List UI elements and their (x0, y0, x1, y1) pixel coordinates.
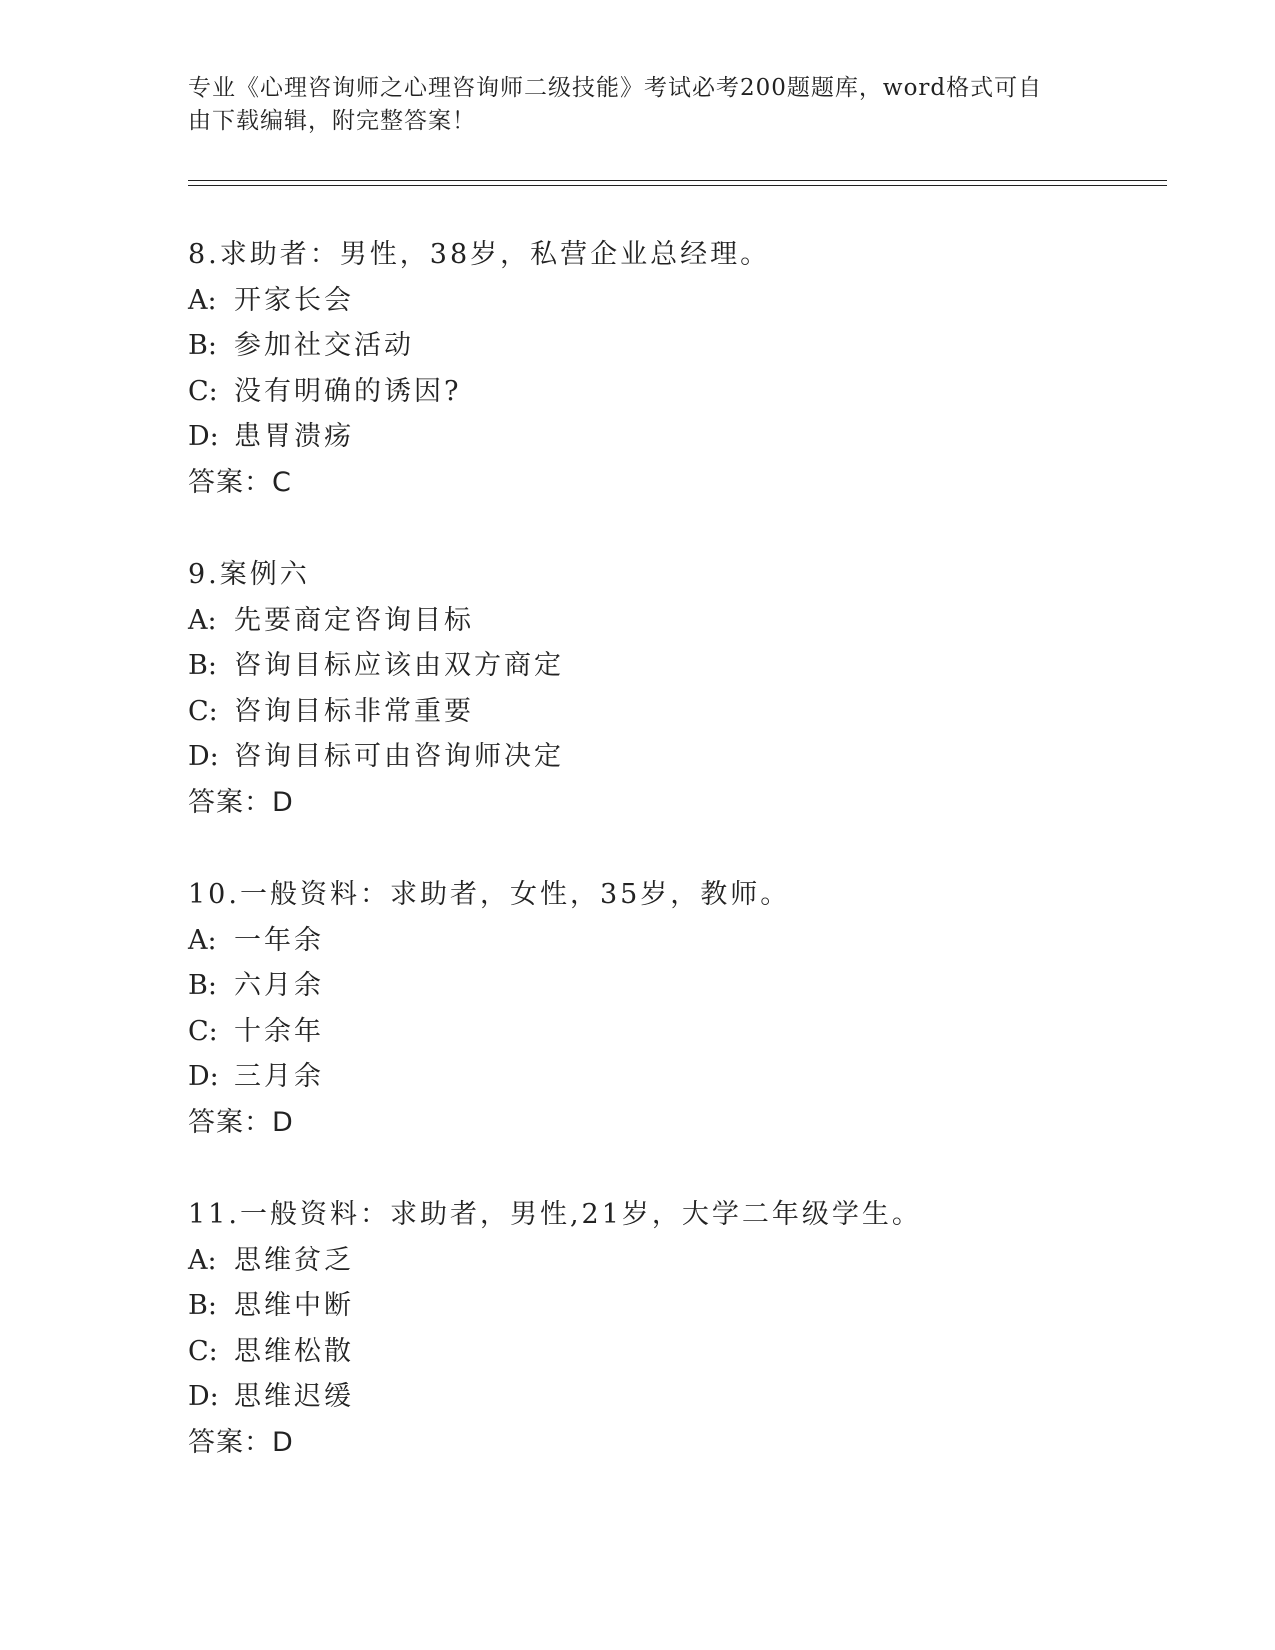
option-b (188, 323, 1148, 369)
option-letter: D: (188, 421, 219, 452)
answer-line: 答案：D (188, 1106, 294, 1138)
option-c (188, 1329, 1148, 1375)
option-text: 思维迟缓 (234, 1381, 354, 1412)
option-text: 咨询目标非常重要 (234, 695, 474, 727)
question-stem: 9.案例六 (188, 559, 310, 590)
option-letter: B: (188, 650, 217, 681)
option-text: 参加社交活动 (234, 330, 414, 361)
option-d (188, 734, 1148, 780)
option-text: 思维贫乏 (234, 1244, 354, 1276)
option-letter: D: (188, 741, 219, 772)
option-letter: A: (188, 284, 217, 316)
option-text: 患胃溃疡 (234, 421, 354, 452)
header-line-2: 由下载编辑，附完整答案！ (188, 108, 476, 134)
option-a (188, 918, 1148, 964)
option-letter: C: (188, 1335, 218, 1367)
question-block (188, 232, 1148, 505)
option-text: 六月余 (234, 970, 324, 1001)
option-c (188, 369, 1148, 415)
option-text: 没有明确的诱因? (234, 375, 462, 407)
header-divider-bottom (188, 185, 1167, 186)
option-c (188, 1009, 1148, 1055)
question-stem: 8.求助者：男性，38岁，私营企业总经理。 (188, 239, 771, 270)
option-b (188, 643, 1148, 689)
question-block (188, 1192, 1148, 1465)
option-letter: A: (188, 924, 217, 956)
option-letter: C: (188, 1015, 218, 1047)
option-text: 咨询目标可由咨询师决定 (234, 741, 564, 772)
option-text: 三月余 (234, 1061, 324, 1092)
document-header (188, 72, 1068, 138)
option-letter: B: (188, 1290, 217, 1321)
answer-line: 答案：D (188, 786, 294, 818)
option-letter: A: (188, 604, 217, 636)
option-a (188, 278, 1148, 324)
option-d (188, 414, 1148, 460)
option-a (188, 598, 1148, 644)
header-divider-top (188, 180, 1167, 181)
option-text: 一年余 (234, 924, 324, 956)
answer-line: 答案：D (188, 1426, 294, 1458)
option-text: 咨询目标应该由双方商定 (234, 650, 564, 681)
header-line-1: 专业《心理咨询师之心理咨询师二级技能》考试必考200题题库，word格式可自 (188, 75, 1043, 101)
option-letter: B: (188, 970, 217, 1001)
option-c (188, 689, 1148, 735)
answer-line: 答案：C (188, 466, 292, 498)
option-letter: D: (188, 1381, 219, 1412)
option-text: 十余年 (234, 1015, 324, 1047)
option-d (188, 1374, 1148, 1420)
question-stem: 10.一般资料：求助者，女性，35岁，教师。 (188, 879, 791, 910)
option-b (188, 963, 1148, 1009)
option-text: 先要商定咨询目标 (234, 604, 474, 636)
question-block (188, 872, 1148, 1145)
question-block (188, 552, 1148, 825)
option-letter: C: (188, 375, 218, 407)
option-letter: D: (188, 1061, 219, 1092)
option-b (188, 1283, 1148, 1329)
option-d (188, 1054, 1148, 1100)
question-stem: 11.一般资料：求助者，男性,21岁，大学二年级学生。 (188, 1199, 922, 1230)
option-letter: B: (188, 330, 217, 361)
option-text: 思维松散 (234, 1335, 354, 1367)
option-text: 思维中断 (234, 1290, 354, 1321)
option-letter: A: (188, 1244, 217, 1276)
option-a (188, 1238, 1148, 1284)
option-text: 开家长会 (234, 284, 354, 316)
option-letter: C: (188, 695, 218, 727)
